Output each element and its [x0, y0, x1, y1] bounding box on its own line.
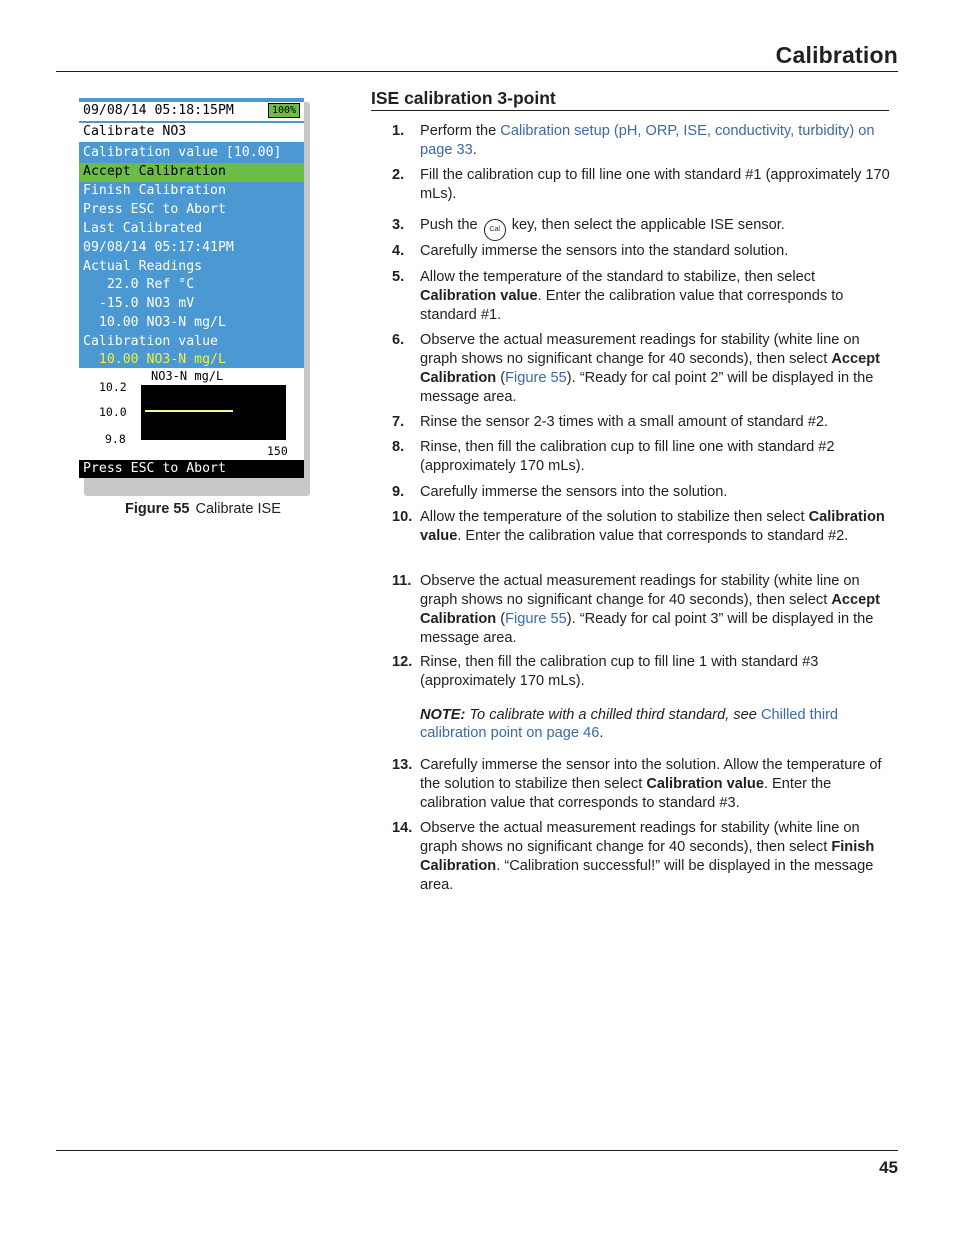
last-calibrated-datetime: 09/08/14 05:17:41PM — [83, 240, 234, 255]
screen-title: Calibrate NO3 — [79, 123, 304, 142]
step-text: Rinse, then fill the calibration cup to fill line one with standard #2 (approximately 170 mLs). — [420, 439, 835, 474]
step-number: 7. — [392, 414, 405, 430]
screen-datetime: 09/08/14 05:18:15PM — [79, 102, 304, 121]
graph-stability-line — [145, 410, 233, 412]
cross-reference-link[interactable]: Figure 55 — [505, 611, 567, 627]
last-calibrated-label: Last Calibrated — [83, 221, 203, 236]
screen-footer: Press ESC to Abort — [79, 460, 304, 478]
ui-term: Calibration value — [646, 776, 764, 792]
note-link[interactable]: Chilled third calibration point on page 46 — [420, 707, 839, 741]
step-number: 9. — [392, 484, 405, 500]
step-number: 14. — [392, 820, 413, 836]
graph-y-tick: 9.8 — [105, 432, 126, 446]
footer-rule — [56, 1150, 898, 1151]
note-text: To calibrate with a chilled third standard, see — [469, 707, 757, 723]
reading-mgl: 10.00 NO3-N mg/L — [83, 315, 226, 330]
note-end: . — [599, 725, 604, 741]
section-title: ISE calibration 3-point — [371, 88, 556, 108]
ui-term: Calibration value — [420, 509, 885, 544]
figure-caption — [125, 501, 281, 517]
reading-mv: -15.0 NO3 mV — [83, 296, 195, 311]
actual-readings-label: Actual Readings — [83, 259, 203, 274]
step-number: 2. — [392, 167, 405, 183]
header-rule — [56, 71, 898, 72]
note — [420, 706, 890, 742]
menu-item-press-esc: Press ESC to Abort — [83, 202, 226, 217]
step-number: 6. — [392, 332, 405, 348]
graph-plot-area — [141, 385, 286, 440]
note-label: NOTE: — [420, 707, 466, 723]
calibration-value-reading: 10.00 NO3-N mg/L — [83, 352, 226, 367]
cross-reference-link[interactable]: Figure 55 — [505, 370, 567, 386]
calibration-value-label: Calibration value — [83, 334, 218, 349]
menu-item-calibration-value[interactable]: Calibration value [10.00] — [83, 145, 282, 160]
step-text: Carefully immerse the sensor into the solution. Allow the temperature of the solution to stabilize then select Calibration value. Enter the calibration value that corresponds to standard #3. — [420, 757, 882, 811]
step-text: Perform the Calibration setup (pH, ORP, ISE, conductivity, turbidity) on page 33. — [420, 123, 875, 158]
ui-term: Accept Calibration — [420, 351, 880, 386]
cal-key-icon: Cal — [484, 219, 506, 241]
step-text: Observe the actual measurement readings for stability (white line on graph shows no significant change for 40 seconds), then select Finish Calibration. “Calibration successful!” will be displayed in the message area. — [420, 820, 875, 893]
page-number: 45 — [879, 1158, 898, 1177]
ui-term: Accept Calibration — [420, 592, 880, 627]
step-text: Allow the temperature of the solution to stabilize then select Calibration value. Enter the calibration value that corresponds to standard #2. — [420, 509, 885, 544]
step-number: 13. — [392, 757, 413, 773]
step-text: Carefully immerse the sensors into the solution. — [420, 484, 728, 500]
device-screen — [79, 98, 304, 478]
step-number: 11. — [392, 573, 412, 589]
step-text: Carefully immerse the sensors into the standard solution. — [420, 243, 789, 259]
figure-label: Figure 55 — [125, 501, 190, 517]
step-text: Fill the calibration cup to fill line one with standard #1 (approximately 170 mLs). — [420, 167, 890, 202]
step-number: 8. — [392, 439, 405, 455]
page-header-title: Calibration — [775, 42, 898, 68]
step-number: 5. — [392, 269, 405, 285]
step-text: Observe the actual measurement readings for stability (white line on graph shows no significant change for 40 seconds), then select Accept Calibration (Figure 55). “Ready for cal point 3” will be displayed in the message area. — [420, 573, 880, 646]
step-text: Allow the temperature of the standard to stabilize, then select Calibration value. Enter the calibration value that corresponds to standard #1. — [420, 269, 844, 323]
graph-title: NO3-N mg/L — [151, 369, 224, 383]
stability-graph — [79, 368, 304, 461]
step-number: 10. — [392, 509, 413, 525]
graph-x-tick: 150 — [267, 444, 288, 458]
graph-y-tick: 10.0 — [99, 405, 127, 419]
step-text: Rinse, then fill the calibration cup to fill line 1 with standard #3 (approximately 170 mLs). — [420, 654, 819, 689]
step-text: Push the Cal key, then select the applicable ISE sensor. — [420, 216, 892, 241]
step-text: Observe the actual measurement readings for stability (white line on graph shows no significant change for 40 seconds), then select Accept Calibration (Figure 55). “Ready for cal point 2” will be displayed in the message area. — [420, 332, 880, 405]
step-number: 3. — [392, 217, 405, 233]
section-rule — [371, 110, 889, 111]
ui-term: Finish Calibration — [420, 839, 875, 874]
step-text: Rinse the sensor 2-3 times with a small amount of standard #2. — [420, 414, 829, 430]
battery-icon: 100% — [268, 103, 300, 118]
step-number: 1. — [392, 123, 405, 139]
step-number: 4. — [392, 243, 405, 259]
ui-term: Calibration value — [420, 288, 538, 304]
menu-item-accept-calibration[interactable]: Accept Calibration — [79, 163, 304, 182]
cross-reference-link[interactable]: Calibration setup (pH, ORP, ISE, conductivity, turbidity) on page 33 — [420, 123, 875, 158]
figure-caption-text: Calibrate ISE — [195, 501, 281, 517]
menu-item-finish-calibration[interactable]: Finish Calibration — [83, 183, 226, 198]
step-number: 12. — [392, 654, 413, 670]
graph-y-tick: 10.2 — [99, 380, 127, 394]
reading-temperature: 22.0 Ref °C — [83, 277, 195, 292]
